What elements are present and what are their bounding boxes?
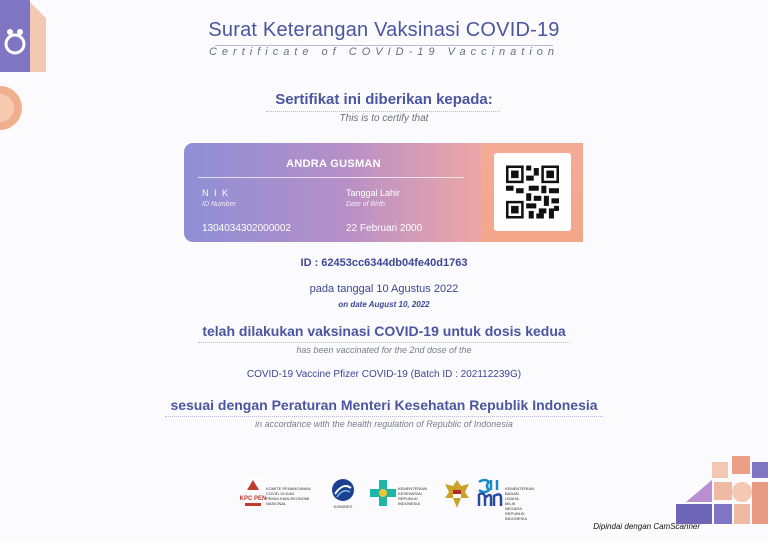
camscanner-watermark: Dipindai dengan CamScanner — [593, 522, 700, 531]
vaccination-divider — [198, 342, 570, 343]
recipient-card — [184, 143, 583, 242]
qr-code — [494, 153, 571, 231]
card-divider — [198, 177, 464, 178]
dob-value: 22 Februari 2000 — [346, 223, 423, 234]
regulation-statement: sesuai dengan Peraturan Menteri Kesehatan Republik Indonesia — [170, 397, 598, 413]
certificate-id: ID : 62453cc6344db04fe40d1763 — [300, 257, 468, 269]
recipient-heading-divider — [266, 111, 500, 112]
bumn-icon — [477, 478, 503, 508]
dob-label: Tanggal Lahir — [346, 188, 401, 198]
nik-label: N I K — [202, 188, 230, 198]
vaccine-name: COVID-19 Vaccine Pfizer COVID-19 (Batch ID : 202112239G) — [246, 369, 522, 380]
vaccination-date: pada tanggal 10 Agustus 2022 — [309, 283, 459, 295]
recipient-heading: Sertifikat ini diberikan kepada: — [275, 91, 493, 108]
garuda-emblem-icon — [443, 478, 471, 510]
kpc-pen-text: KOMITE PENANGANAN COVID-19 DAN PEMULIHAN EKONOMI NASIONAL — [266, 486, 311, 506]
nik-sublabel: ID Number — [202, 201, 236, 208]
certificate-title: Surat Keterangan Vaksinasi COVID-19 — [208, 19, 560, 41]
vaccination-statement-en: has been vaccinated for the 2nd dose of the — [296, 345, 472, 355]
logo-kpc-pen — [239, 476, 313, 512]
bumn-text: KEMENTERIAN BADAN USAHA MILIK NEGARA REPUBLIK INDONESIA — [505, 486, 534, 521]
kemenkes-text: KEMENTERIAN KESEHATAN REPUBLIK INDONESIA — [398, 486, 427, 506]
dob-sublabel: Date of Birth — [346, 201, 385, 208]
kominfo-label: KOMINFO — [333, 504, 353, 509]
regulation-statement-en: in accordance with the health regulation of Republic of Indonesia — [255, 419, 513, 429]
corner-decoration-bottom-right — [676, 456, 768, 524]
logo-garuda — [443, 476, 473, 512]
logo-kemenkes — [370, 476, 432, 512]
kpc-pen-icon — [239, 478, 267, 510]
logo-bumn — [477, 476, 534, 521]
vaccination-statement: telah dilakukan vaksinasi COVID-19 untuk dosis kedua — [202, 323, 566, 339]
kpc-label: KPC PEN — [239, 496, 267, 502]
regulation-divider — [165, 416, 603, 417]
nik-value: 1304034302000002 — [202, 223, 291, 234]
recipient-heading-en: This is to certify that — [339, 113, 429, 124]
kominfo-icon — [330, 478, 356, 502]
qr-code-icon — [506, 165, 559, 219]
recipient-name: ANDRA GUSMAN — [286, 158, 381, 170]
logo-kominfo — [328, 476, 358, 512]
kemenkes-icon — [370, 480, 396, 506]
certificate-subtitle: Certificate of COVID-19 Vaccination — [208, 46, 560, 58]
vaccination-date-en: on date August 10, 2022 — [338, 300, 430, 309]
